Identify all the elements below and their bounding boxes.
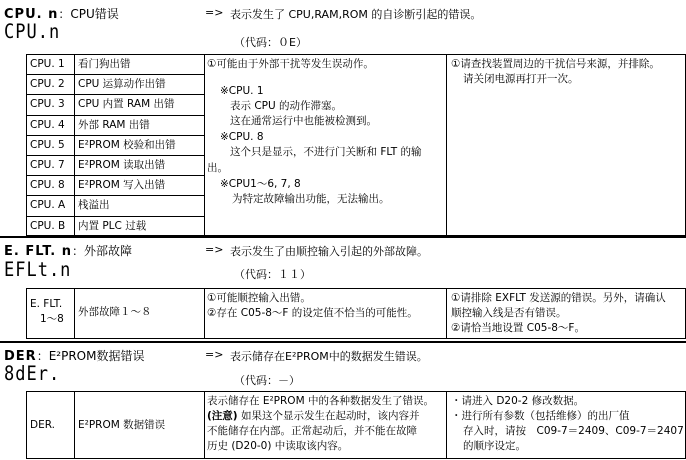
cpu-item-code: CPU. A xyxy=(30,199,66,211)
eflt-cause-1: ①可能顺控输入出错。 xyxy=(207,292,311,304)
eflt-item-name: 外部故障１～８ xyxy=(78,306,152,318)
cpu-cause-line: 表示 CPU 的动作滞塞。 xyxy=(230,100,343,112)
der-remedy-3: 存入时，请按 C09-7＝2409、C09-7＝2407 xyxy=(463,425,684,437)
cpu-item-code: CPU. 4 xyxy=(30,119,65,131)
der-arrow: => xyxy=(205,348,224,361)
cpu-item-code: CPU. 8 xyxy=(30,179,65,191)
cpu-item-name: E²PROM 读取出错 xyxy=(78,159,166,171)
eflt-description: 表示发生了由顺控输入引起的外部故障。 xyxy=(230,245,428,258)
eflt-cause-2: ②存在 C05-8～F 的设定值不恰当的可能性。 xyxy=(207,307,418,319)
der-note-text: 如果这个显示发生在起动时，该内容并 xyxy=(240,410,420,422)
eflt-header xyxy=(0,239,686,261)
cpu-error-code: CPU. n：CPU错误 xyxy=(4,7,119,22)
cpu-code-label: （代码：０E） xyxy=(234,36,307,49)
der-cause-2 xyxy=(207,409,419,424)
eflt-remedy-2: 顺控输入线是否有错误。 xyxy=(451,307,567,319)
eflt-item-code-1: E. FLT. xyxy=(30,298,63,310)
cpu-item-name: E²PROM 写入出错 xyxy=(78,179,166,191)
der-header xyxy=(0,344,686,366)
der-error-code: DER：E²PROM数据错误 xyxy=(4,349,145,364)
der-item-name: E²PROM 数据错误 xyxy=(78,419,166,431)
cpu-item-name: 栈溢出 xyxy=(78,199,110,211)
cpu-cause-line: ①可能由于外部干扰等发生误动作。 xyxy=(207,58,374,70)
cpu-item-code: CPU. 7 xyxy=(30,159,65,171)
der-item-code: DER. xyxy=(30,419,55,431)
der-remedy-4: 的顺序设定。 xyxy=(463,440,526,452)
cpu-cause-line: 为特定故障输出功能，无法输出。 xyxy=(232,193,390,205)
cpu-item-code: CPU. 3 xyxy=(30,98,65,110)
der-segment-display: 8dEr. xyxy=(4,362,61,386)
cpu-cause-line: ※CPU. 8 xyxy=(220,131,264,143)
cpu-remedy-2: 请关闭电源再打开一次。 xyxy=(463,73,579,85)
cpu-description: 表示发生了 CPU,RAM,ROM 的自诊断引起的错误。 xyxy=(230,8,482,21)
eflt-arrow: => xyxy=(205,243,224,256)
eflt-error-code: E. FLT. n：外部故障 xyxy=(4,244,132,259)
eflt-segment-display: EFLt.n xyxy=(4,258,72,282)
cpu-cause-line: 这在通常运行中也能被检测到。 xyxy=(230,115,377,127)
der-note-label: (注意) xyxy=(207,410,238,422)
cpu-item-name: 内置 PLC 过载 xyxy=(78,220,147,232)
cpu-item-code: CPU. B xyxy=(30,220,66,232)
cpu-cause-line: ※CPU. 1 xyxy=(220,85,264,97)
der-cause-4: 历史 (D20-0) 中读取该内容。 xyxy=(207,440,349,452)
der-description: 表示储存在E²PROM中的数据发生错误。 xyxy=(230,350,428,363)
cpu-item-code: CPU. 5 xyxy=(30,139,65,151)
cpu-item-code: CPU. 1 xyxy=(30,58,65,70)
der-cause-3: 不能储存在内部。正常起动后，并不能在故障 xyxy=(207,425,417,437)
der-code-label: （代码：－） xyxy=(234,374,300,387)
cpu-header xyxy=(0,2,686,24)
cpu-cause-line: 出。 xyxy=(207,162,228,174)
cpu-arrow: => xyxy=(205,6,224,19)
eflt-remedy-1: ①请排除 EXFLT 发送源的错误。另外，请确认 xyxy=(451,292,666,304)
cpu-remedy-1: ①请查找装置周边的干扰信号来源，并排除。 xyxy=(451,58,660,70)
cpu-item-name: 外部 RAM 出错 xyxy=(78,119,150,131)
eflt-remedy-3: ②请恰当地设置 C05-8～F。 xyxy=(451,322,585,334)
cpu-item-name: 看门狗出错 xyxy=(78,58,131,70)
cpu-item-code: CPU. 2 xyxy=(30,78,65,90)
cpu-cause-line: ※CPU1～6, 7, 8 xyxy=(220,178,301,190)
eflt-code-label: （代码：１１） xyxy=(234,268,311,281)
cpu-item-name: E²PROM 校验和出错 xyxy=(78,139,176,151)
der-remedy-1: ・请进入 D20-2 修改数据。 xyxy=(451,395,585,407)
cpu-item-name: CPU 内置 RAM 出错 xyxy=(78,98,175,110)
der-cause-1: 表示储存在 E²PROM 中的各种数据发生了错误。 xyxy=(207,395,434,407)
cpu-cause-line: 这个只是显示，不进行门关断和 FLT 的输 xyxy=(230,146,422,158)
cpu-item-name: CPU 运算动作出错 xyxy=(78,78,166,90)
der-remedy-2: ・进行所有参数（包括维修）的出厂值 xyxy=(451,410,630,422)
cpu-segment-display: CPU.n xyxy=(4,20,61,44)
eflt-item-code-2: 1～8 xyxy=(40,313,64,325)
